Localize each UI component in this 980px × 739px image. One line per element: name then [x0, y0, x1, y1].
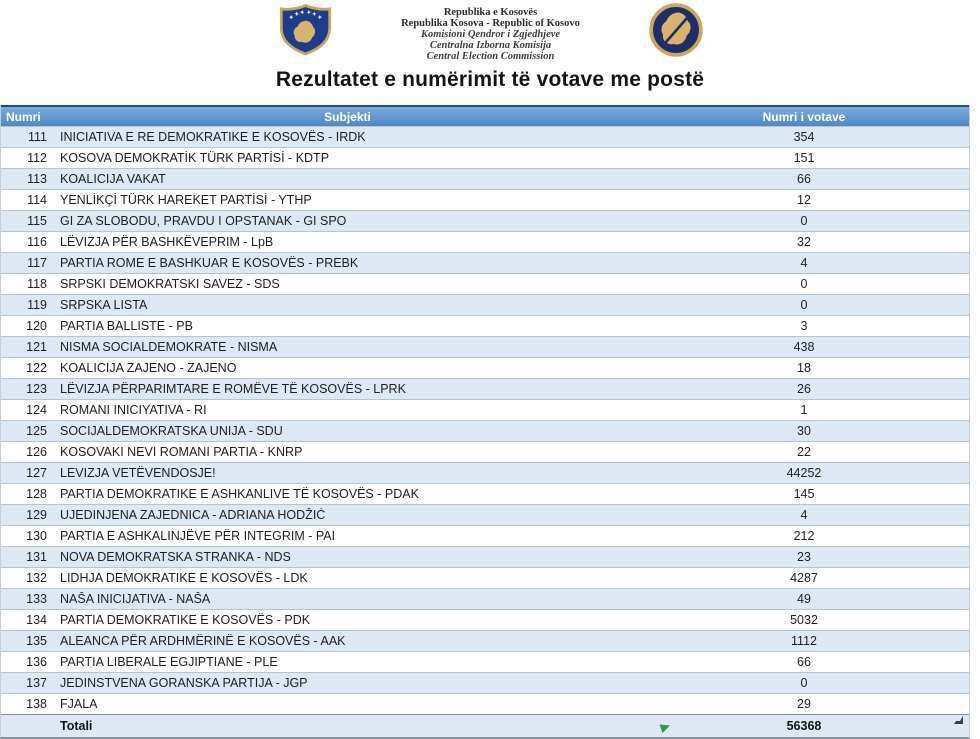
row-subject: LËVIZJA PËR BASHKËVEPRIM - LpB: [60, 235, 274, 249]
row-number: 130: [26, 529, 47, 543]
row-subject: KOALICIJA VAKAT: [60, 172, 166, 186]
row-votes: 66: [797, 655, 811, 669]
row-subject: PARTIA DEMOKRATIKE E ASHKANLIVE TË KOSOVËS - PDAK: [60, 487, 419, 501]
table-row[interactable]: [1, 210, 969, 231]
table-row[interactable]: [1, 504, 969, 525]
row-votes: 438: [793, 340, 815, 354]
row-votes: 3: [800, 319, 808, 333]
row-subject: SRPSKI DEMOKRATSKI SAVEZ - SDS: [60, 277, 280, 291]
table-row[interactable]: [1, 168, 969, 189]
election-commission-seal-icon: [649, 3, 703, 62]
row-number: 122: [26, 361, 47, 375]
table-row[interactable]: [1, 336, 969, 357]
row-votes: 30: [797, 424, 811, 438]
table-row[interactable]: [1, 189, 969, 210]
row-number: 119: [27, 298, 47, 312]
total-label: Totali: [60, 719, 93, 733]
row-subject: YENLİKÇİ TÜRK HAREKET PARTİSİ - YTHP: [60, 193, 312, 207]
column-header-numri-i-votave: Numri i votave: [762, 109, 846, 124]
org-line-5: Central Election Commission: [426, 51, 555, 62]
row-subject: KOSOVAKI NEVI ROMANI PARTIA - KNRP: [60, 445, 303, 459]
row-number: 114: [27, 193, 47, 207]
row-votes: 0: [800, 298, 808, 312]
row-votes: 29: [797, 697, 811, 711]
table-row[interactable]: [1, 651, 969, 672]
resize-handle-icon: [953, 712, 964, 730]
row-votes: 0: [800, 277, 808, 291]
table-row[interactable]: [1, 483, 969, 504]
row-votes: 4: [800, 508, 808, 522]
table-row[interactable]: [1, 420, 969, 441]
column-header-numri: Numri: [6, 109, 41, 124]
row-number: 113: [27, 172, 47, 186]
org-line-2: Republika Kosova - Republic of Kosovo: [401, 18, 580, 29]
table-row[interactable]: [1, 567, 969, 588]
row-subject: PARTIA LIBERALE EGJIPTIANE - PLE: [60, 655, 278, 669]
row-number: 133: [26, 592, 47, 606]
table-row[interactable]: [1, 672, 969, 693]
row-votes: 44252: [786, 466, 822, 480]
row-subject: PARTIA E ASHKALINJËVE PËR INTEGRIM - PAI: [60, 529, 336, 543]
table-row[interactable]: [1, 588, 969, 609]
table-row[interactable]: [1, 231, 969, 252]
table-row[interactable]: [1, 693, 969, 714]
row-subject: LIDHJA DEMOKRATIKE E KOSOVËS - LDK: [60, 571, 308, 585]
row-number: 128: [26, 487, 47, 501]
row-subject: JEDINSTVENA GORANSKA PARTIJA - JGP: [60, 676, 308, 690]
row-subject: SRPSKA LISTA: [60, 298, 148, 312]
table-row[interactable]: [1, 357, 969, 378]
row-number: 117: [27, 256, 47, 270]
row-number: 118: [27, 277, 47, 291]
org-line-1: Republika e Kosovës: [443, 7, 538, 18]
total-row[interactable]: [1, 714, 969, 737]
row-votes: 22: [797, 445, 811, 459]
row-votes: 354: [793, 130, 815, 144]
table-row[interactable]: [1, 399, 969, 420]
row-number: 135: [26, 634, 47, 648]
column-header-subjekti: Subjekti: [324, 109, 371, 124]
row-number: 116: [27, 235, 47, 249]
total-votes-value: 56368: [786, 719, 822, 733]
table-row[interactable]: [1, 609, 969, 630]
row-number: 127: [26, 466, 47, 480]
green-marker-icon: [659, 723, 671, 737]
row-number: 125: [26, 424, 47, 438]
table-row[interactable]: [1, 630, 969, 651]
table-header-row: [1, 105, 969, 126]
row-number: 131: [26, 550, 47, 564]
row-subject: NAŠA INICIJATIVA - NAŠA: [60, 592, 211, 606]
table-body: [1, 126, 969, 714]
row-votes: 32: [797, 235, 811, 249]
table-row[interactable]: [1, 126, 969, 147]
row-votes: 26: [797, 382, 811, 396]
row-votes: 23: [797, 550, 811, 564]
row-subject: LEVIZJA VETËVENDOSJE!: [60, 466, 216, 480]
document-header: [0, 0, 980, 61]
row-votes: 4287: [790, 571, 818, 585]
row-number: 121: [26, 340, 47, 354]
table-row[interactable]: [1, 273, 969, 294]
row-subject: UJEDINJENA ZAJEDNICA - ADRIANA HODŽIĆ: [60, 508, 326, 522]
row-subject: FJALA: [60, 697, 98, 711]
row-votes: 5032: [790, 613, 818, 627]
row-votes: 4: [800, 256, 808, 270]
row-subject: NISMA SOCIALDEMOKRATE - NISMA: [60, 340, 278, 354]
row-subject: PARTIA ROME E BASHKUAR E KOSOVËS - PREBK: [60, 256, 359, 270]
row-subject: NOVA DEMOKRATSKA STRANKA - NDS: [60, 550, 291, 564]
row-subject: KOSOVA DEMOKRATİK TÜRK PARTİSİ - KDTP: [60, 151, 330, 165]
row-votes: 0: [800, 676, 808, 690]
row-subject: KOALICIJA ZAJENO - ZAJENO: [60, 361, 237, 375]
row-subject: ROMANI INICIYATIVA - RI: [60, 403, 207, 417]
row-votes: 12: [797, 193, 811, 207]
row-number: 111: [27, 130, 47, 144]
row-votes: 1: [800, 403, 808, 417]
row-number: 138: [26, 697, 47, 711]
row-number: 120: [26, 319, 47, 333]
row-votes: 212: [793, 529, 815, 543]
row-subject: LËVIZJA PËRPARIMTARE E ROMËVE TË KOSOVËS - LPRK: [60, 382, 406, 396]
table-row[interactable]: [1, 378, 969, 399]
row-votes: 1112: [791, 634, 817, 648]
table-row[interactable]: [1, 294, 969, 315]
row-subject: SOCIJALDEMOKRATSKA UNIJA - SDU: [60, 424, 283, 438]
results-table: [0, 105, 970, 739]
row-number: 134: [26, 613, 47, 627]
row-number: 126: [26, 445, 47, 459]
table-row[interactable]: [1, 441, 969, 462]
table-row[interactable]: [1, 147, 969, 168]
row-number: 132: [26, 571, 47, 585]
row-votes: 145: [793, 487, 815, 501]
row-votes: 18: [797, 361, 811, 375]
row-subject: INICIATIVA E RE DEMOKRATIKE E KOSOVËS - IRDK: [60, 130, 366, 144]
row-subject: ALEANCA PËR ARDHMËRINË E KOSOVËS - AAK: [60, 634, 346, 648]
row-subject: GI ZA SLOBODU, PRAVDU I OPSTANAK - GI SPO: [60, 214, 347, 228]
kosovo-coat-of-arms-icon: [278, 3, 333, 61]
row-subject: PARTIA BALLISTE - PB: [60, 319, 193, 333]
row-number: 124: [26, 403, 47, 417]
table-row[interactable]: [1, 315, 969, 336]
row-votes: 151: [793, 151, 815, 165]
row-votes: 0: [800, 214, 808, 228]
row-number: 136: [26, 655, 47, 669]
org-text-block: [371, 3, 611, 62]
row-number: 112: [27, 151, 47, 165]
row-number: 115: [27, 214, 47, 228]
row-subject: PARTIA DEMOKRATIKE E KOSOVËS - PDK: [60, 613, 311, 627]
table-row[interactable]: [1, 252, 969, 273]
org-line-4: Centralna Izborna Komisija: [429, 40, 552, 51]
row-number: 129: [26, 508, 47, 522]
page-title: Rezultatet e numërimit të votave me postë: [275, 68, 705, 91]
row-number: 137: [26, 676, 47, 690]
row-votes: 49: [797, 592, 811, 606]
table-row[interactable]: [1, 525, 969, 546]
total-votes-cell: [639, 719, 969, 733]
table-row[interactable]: [1, 462, 969, 483]
org-line-3: Komisioni Qendror i Zgjedhjeve: [420, 29, 561, 40]
row-votes: 66: [797, 172, 811, 186]
table-row[interactable]: [1, 546, 969, 567]
row-number: 123: [26, 382, 47, 396]
